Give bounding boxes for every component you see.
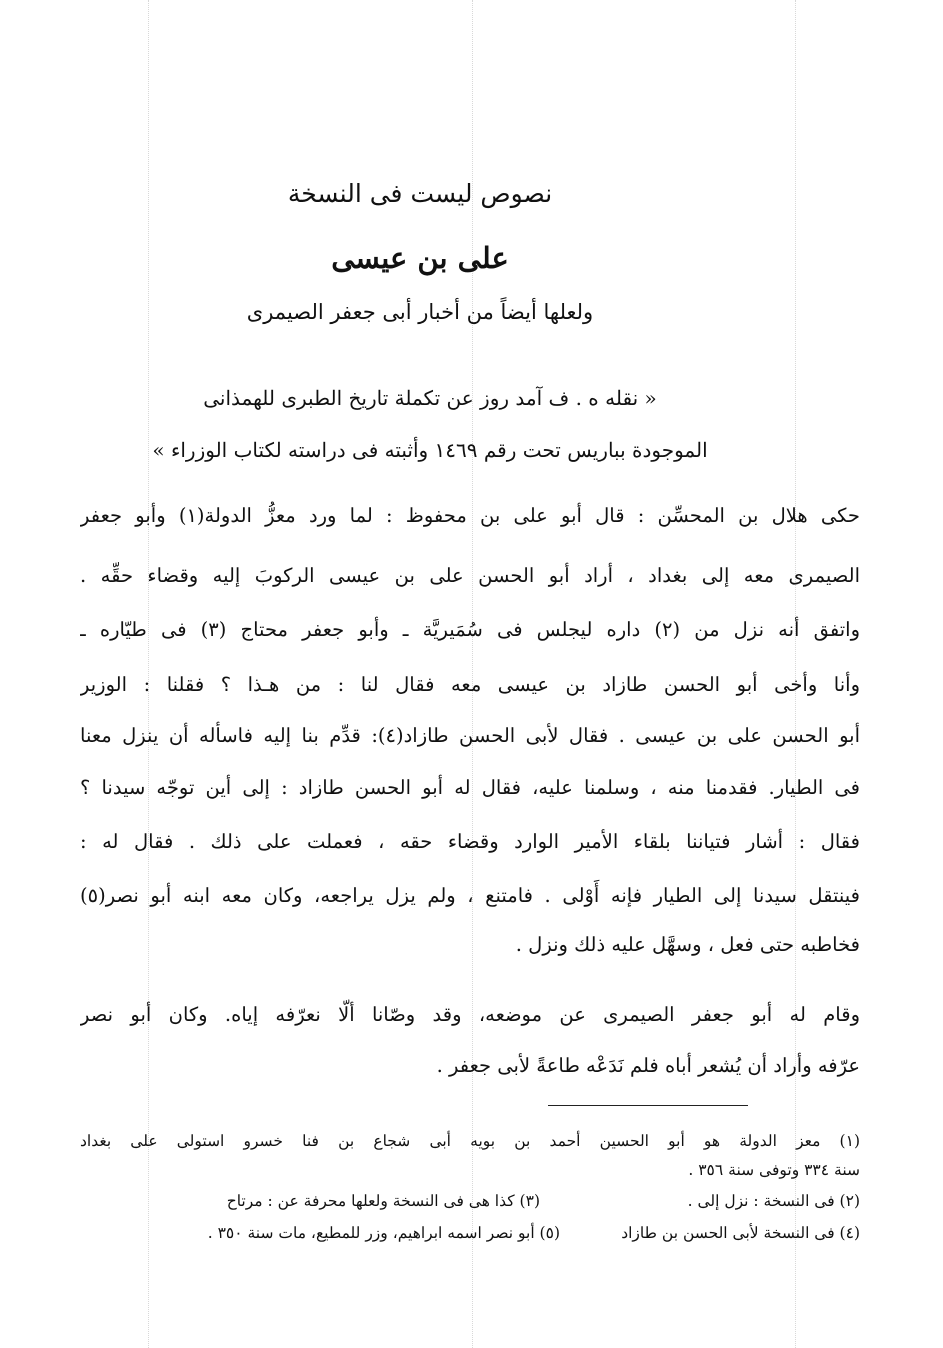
footnote-5: (٥) أبو نصر اسمه ابراهيم، وزر للمطيع، مات سنة ٣٥٠ . bbox=[207, 1224, 560, 1242]
paragraph-line: فى الطيار. فقدمنا منه ، وسلمنا عليه، فقال له أبو الحسن طازاد : إلى أين توجّه سيدنا ؟ bbox=[80, 776, 860, 799]
section-subheading: ولعلها أيضاً من أخبار أبى جعفر الصيمرى bbox=[246, 300, 594, 324]
source-note-line: « نقله ه . ف آمد روز عن تكملة تاريخ الطبرى للهمذانى bbox=[203, 386, 657, 410]
source-note-line: الموجودة بباريس تحت رقم ١٤٦٩ وأثبته فى دراسته لكتاب الوزراء » bbox=[152, 438, 708, 462]
paragraph-line: فينتقل سيدنا إلى الطيار فإنه أَوْلى . فامتنع ، ولم يزل يراجعه، وكان معه ابنه أبو نصر(٥) bbox=[80, 884, 860, 907]
footnote-4: (٤) فى النسخة لأبى الحسن بن طازاد bbox=[621, 1224, 860, 1242]
paragraph-line: عرّفه وأراد أن يُشعر أباه فلم نَدَعْه طاعةً لأبى جعفر . bbox=[436, 1054, 860, 1077]
footnote-separator bbox=[548, 1105, 748, 1106]
paragraph-line: الصيمرى معه إلى بغداد ، أراد أبو الحسن على بن عيسى الركوبَ إليه وقضاء حقِّه . bbox=[80, 564, 860, 587]
footnote-line: (١) معز الدولة هو أبو الحسين أحمد بن بويه أبى شجاع بن فنا خسرو استولى على بغداد bbox=[80, 1132, 860, 1150]
paragraph-line: أبو الحسن على بن عيسى . فقال لأبى الحسن طازاد(٤): قدِّم بنا إليه فاسأله أن ينزل معنا bbox=[80, 724, 860, 747]
paragraph-line: فقال : أشار فتياننا بلقاء الأمير الوارد وقضاء حقه ، فعملت على ذلك . فقال له : bbox=[80, 830, 860, 853]
paragraph-line: حكى هلال بن المحسِّن : قال أبو على بن محفوظ : لما ورد معزُّ الدولة(١) وأبو جعفر bbox=[80, 504, 860, 527]
paragraph-line: وقام له أبو جعفر الصيمرى عن موضعه، وقد وصّانا ألّا نعرّفه إياه. وكان أبو نصر bbox=[80, 1003, 860, 1026]
paragraph-line: فخاطبه حتى فعل ، وسهَّل عليه ذلك ونزل . bbox=[515, 933, 860, 956]
footnote-row bbox=[80, 1218, 860, 1248]
footnote-row bbox=[80, 1186, 860, 1216]
page-title: نصوص ليست فى النسخة bbox=[287, 179, 553, 208]
footnote-3: (٣) كذا هى فى النسخة ولعلها محرفة عن : مرتاح bbox=[226, 1192, 540, 1210]
footnote-line: سنة ٣٣٤ وتوفى سنة ٣٥٦ . bbox=[688, 1161, 860, 1179]
section-heading: على بن عيسى bbox=[331, 241, 509, 275]
paragraph-line: واتفق أنه نزل من (٢) داره ليجلس فى سُمَيريَّة ـ وأبو جعفر محتاج (٣) فى طيّاره ـ bbox=[80, 618, 860, 641]
footnote-2: (٢) فى النسخة : نزل إلى . bbox=[687, 1192, 860, 1210]
paragraph-line: وأنا وأخى أبو الحسن طازاد بن عيسى معه فقال لنا : من هـذا ؟ فقلنا : الوزير bbox=[80, 673, 860, 696]
